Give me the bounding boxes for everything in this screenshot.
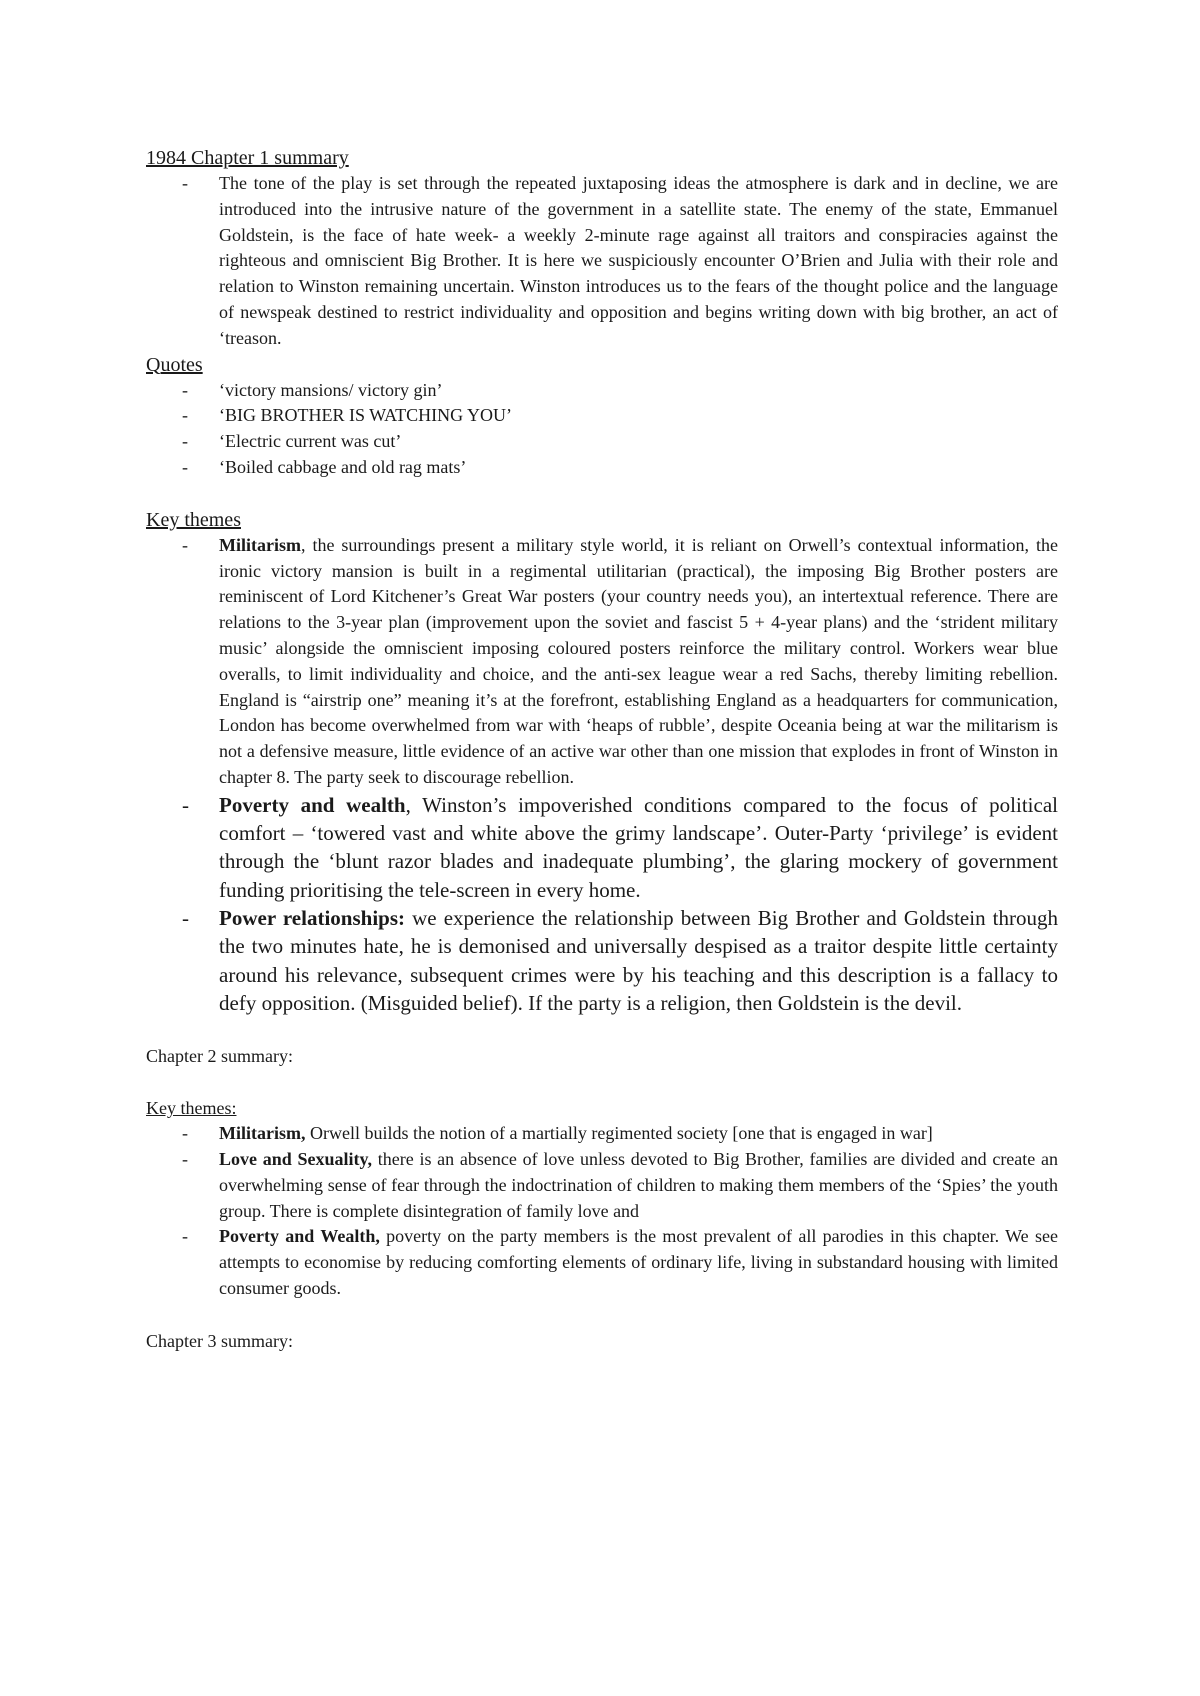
theme-text: Orwell builds the notion of a martially regimented society [one that is engaged in war] [305, 1123, 933, 1144]
document-body [146, 145, 1058, 1354]
quote-item: - ‘Boiled cabbage and old rag mats’ [219, 455, 1058, 481]
key-themes-list [146, 533, 1058, 1017]
quotes-list [146, 378, 1058, 481]
theme-item-power-relationships [219, 904, 1058, 1017]
quote-item: - ‘Electric current was cut’ [219, 429, 1058, 455]
theme-text: there is an absence of love unless devoted to Big Brother, families are divided and create an overwhelming sense of fear through the indoctrination of children to making them members of the ‘Spies’ the youth group. There is complete disintegration of family love and [219, 1148, 1058, 1221]
theme-label: Militarism, [219, 1123, 306, 1144]
theme-text: , the surroundings present a military style world, it is reliant on Orwell’s contextual information, the ironic victory mansion is built in a regimental utilitarian (practical), the imposing Big Brother posters are reminiscent of Lord Kitchener’s Great War posters (your country needs you), an intertextual reference. There are relations to the 3-year plan (improvement upon the soviet and fascist 5 + 4-year plans) and the ‘strident military music’ alongside the omniscient imposing coloured posters reinforce the military control. Workers wear blue overalls, to limit individuality and choice, and the anti-sex league wear a red Sachs, thereby limiting rebellion. England is “airstrip one” meaning it’s at the forefront, establishing England as a headquarters for communication, London has become overwhelmed from war with ‘heaps of rubble’, despite Oceania being at war the militarism is not a defensive measure, little evidence of an active war other than one mission that explodes in front of Winston in chapter 8. The party seek to discourage rebellion. [219, 534, 1058, 787]
chapter-1-summary-list [146, 171, 1058, 352]
theme-label: Power relationships: [219, 905, 405, 930]
theme-label: Poverty and wealth [219, 792, 406, 817]
theme-item-poverty-and-wealth [219, 791, 1058, 904]
theme-item-poverty-and-wealth [219, 1224, 1058, 1301]
chapter-2-themes-list [146, 1121, 1058, 1302]
chapter-2-key-themes-heading: Key themes: [146, 1098, 237, 1119]
chapter-2-heading: Chapter 2 summary: [146, 1046, 293, 1067]
quotes-heading: Quotes [146, 353, 203, 376]
theme-text: we experience the relationship between Big Brother and Goldstein through the two minutes hate, he is demonised and universally despised as a traitor despite little certainty around his relevance, subsequent crimes were by his teaching and this description is a fallacy to defy opposition. (Misguided belief). If the party is a religion, then Goldstein is the devil. [219, 905, 1059, 1015]
key-themes-heading: Key themes [146, 508, 241, 531]
theme-text: poverty on the party members is the most prevalent of all parodies in this chapter. We see attempts to economise by reducing comforting elements of ordinary life, living in substandard housing with limited consumer goods. [219, 1226, 1058, 1298]
theme-item-love-and-sexuality [219, 1147, 1058, 1224]
theme-label: Poverty and Wealth, [219, 1226, 380, 1247]
theme-item-militarism [219, 1121, 1058, 1147]
chapter-1-summary: - The tone of the play is set through the repeated juxtaposing ideas the atmosphere is dark and in decline, we are introduced into the intrusive nature of the government in a satellite state. The enemy of the state, Emmanuel Goldstein, is the face of hate week- a weekly 2-minute rage against all traitors and conspiracies against the righteous and omniscient Big Brother. It is here we suspiciously encounter O’Brien and Julia with their role and relation to Winston remaining uncertain. Winston introduces us to the fears of the thought police and the language of newspeak destined to restrict individuality and opposition and begins writing down with big brother, an act of ‘treason. [219, 171, 1058, 352]
quote-item: - ‘victory mansions/ victory gin’ [219, 378, 1058, 404]
chapter-3-heading: Chapter 3 summary: [146, 1330, 293, 1351]
chapter-1-heading: 1984 Chapter 1 summary [146, 147, 349, 169]
theme-text: , Winston’s impoverished conditions compared to the focus of political comfort – ‘towered vast and white above the grimy landscape’. Outer-Party ‘privilege’ is evident through the ‘blunt razor blades and inadequate plumbing’, the glaring mockery of government funding prioritising the tele-screen in every home. [219, 792, 1058, 902]
theme-item-militarism [219, 533, 1058, 791]
theme-label: Love and Sexuality, [219, 1148, 372, 1169]
quote-item: - ‘BIG BROTHER IS WATCHING YOU’ [219, 403, 1058, 429]
theme-label: Militarism [219, 534, 301, 555]
